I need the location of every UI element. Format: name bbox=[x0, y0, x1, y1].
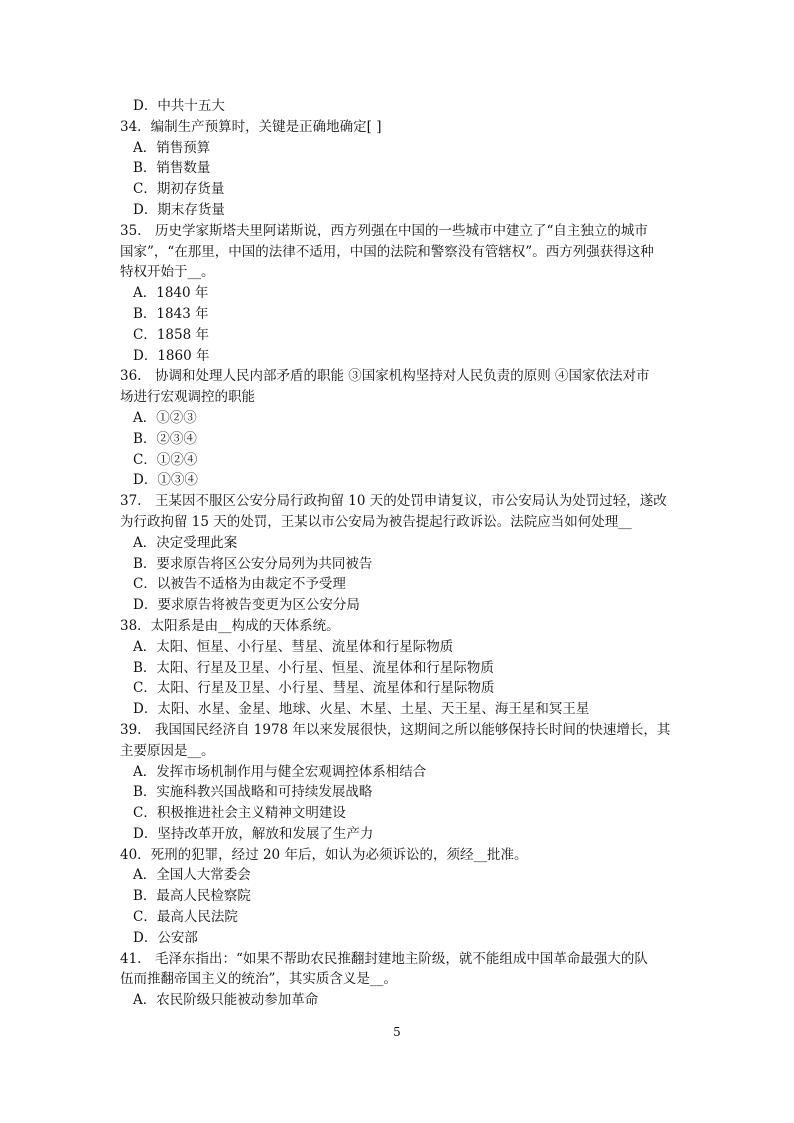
question-text-line: 34．编制生产预算时，关键是正确地确定[ ] bbox=[120, 118, 382, 135]
answer-option: D．要求原告将被告变更为区公安分局 bbox=[133, 597, 360, 614]
question-text-line: 伍而推翻帝国主义的统治”，其实质含义是__。 bbox=[120, 971, 397, 988]
answer-option: B．实施科教兴国战略和可持续发展战略 bbox=[133, 784, 373, 801]
question-text-line: 国家”，“在那里，中国的法律不适用，中国的法院和警察没有管辖权”。西方列强获得这种 bbox=[120, 243, 654, 260]
answer-option: A．1840 年 bbox=[133, 285, 209, 302]
answer-option: B．销售数量 bbox=[133, 160, 211, 177]
question-text-line: 39. 我国国民经济自 1978 年以来发展很快，这期间之所以能够保持长时间的快速增长，其 bbox=[120, 721, 671, 738]
question-list bbox=[120, 96, 680, 1011]
answer-option: D．1860 年 bbox=[133, 347, 210, 364]
question-text-line: 37. 王某因不服区公安分局行政拘留 10 天的处罚申请复议，市公安局认为处罚过轻，遂改 bbox=[120, 493, 667, 510]
question-text-line: 场进行宏观调控的职能 bbox=[120, 389, 255, 406]
answer-option: A．销售预算 bbox=[133, 139, 211, 156]
answer-option: D．坚持改革开放，解放和发展了生产力 bbox=[133, 825, 374, 842]
answer-option: D．期末存货量 bbox=[133, 201, 225, 218]
answer-option: B．1843 年 bbox=[133, 305, 209, 322]
answer-option: B．②③④ bbox=[133, 430, 197, 447]
question-text-line: 35. 历史学家斯塔夫里阿诺斯说，西方列强在中国的一些城市中建立了“自主独立的城市 bbox=[120, 222, 648, 239]
answer-option: A．全国人大常委会 bbox=[133, 867, 251, 884]
answer-option: D．①③④ bbox=[133, 472, 198, 489]
answer-option: A．①②③ bbox=[133, 409, 197, 426]
answer-option: C．太阳、行星及卫星、小行星、彗星、流星体和行星际物质 bbox=[133, 680, 495, 697]
question-text-line: 特权开始于__。 bbox=[120, 264, 215, 281]
answer-option: A．发挥市场机制作用与健全宏观调控体系相结合 bbox=[133, 763, 427, 780]
answer-option: A．太阳、恒星、小行星、彗星、流星体和行星际物质 bbox=[133, 638, 454, 655]
answer-option: C．最高人民法院 bbox=[133, 909, 238, 926]
answer-option: C．1858 年 bbox=[133, 326, 209, 343]
answer-option: D．中共十五大 bbox=[133, 98, 225, 114]
answer-option: C．以被告不适格为由裁定不予受理 bbox=[133, 576, 346, 593]
question-text-line: 41. 毛泽东指出：“如果不帮助农民推翻封建地主阶级，就不能组成中国革命最强大的队 bbox=[120, 950, 648, 967]
question-text-line: 为行政拘留 15 天的处罚，王某以市公安局为被告提起行政诉讼。法院应当如何处理__ bbox=[120, 513, 632, 530]
question-text-line: 36. 协调和处理人民内部矛盾的职能 ③国家机构坚持对人民负责的原则 ④国家依法对市 bbox=[120, 368, 650, 385]
answer-option: D．公安部 bbox=[133, 929, 198, 946]
answer-option: B．最高人民检察院 bbox=[133, 888, 251, 905]
page-number: 5 bbox=[393, 1025, 401, 1039]
answer-option: D．太阳、水星、金星、地球、火星、木星、土星、天王星、海王星和冥王星 bbox=[133, 701, 590, 718]
answer-option: C．期初存货量 bbox=[133, 181, 225, 198]
answer-option: B．太阳、行星及卫星、小行星、恒星、流星体和行星际物质 bbox=[133, 659, 494, 676]
answer-option: C．积极推进社会主义精神文明建设 bbox=[133, 805, 346, 822]
question-text-line: 38．太阳系是由__构成的天体系统。 bbox=[120, 617, 340, 634]
answer-option: C．①②④ bbox=[133, 451, 198, 468]
answer-option: B．要求原告将区公安分局列为共同被告 bbox=[133, 555, 373, 572]
answer-option: A．农民阶级只能被动参加革命 bbox=[133, 992, 319, 1009]
answer-option: A．决定受理此案 bbox=[133, 534, 238, 551]
question-text-line: 40．死刑的犯罪，经过 20 年后，如认为必须诉讼的，须经__批准。 bbox=[120, 846, 528, 863]
question-text-line: 主要原因是__。 bbox=[120, 742, 215, 759]
